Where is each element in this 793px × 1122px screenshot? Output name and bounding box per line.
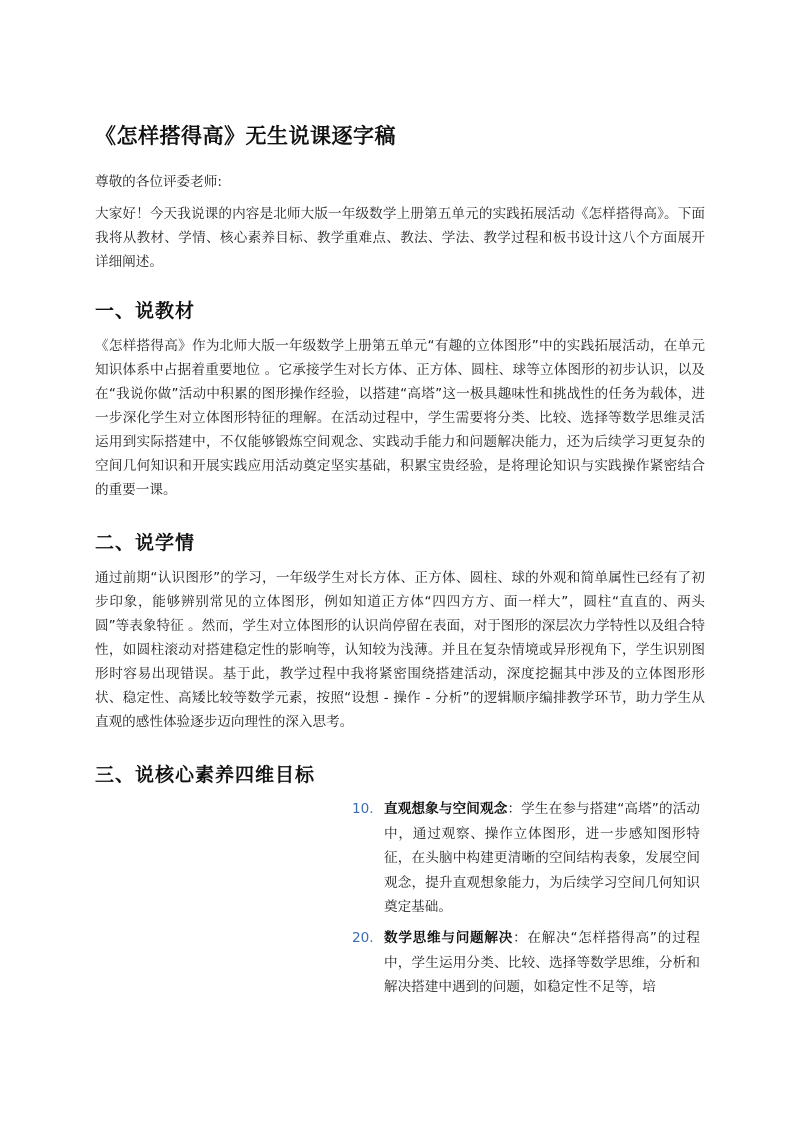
list-item-label: 直观想象与空间观念 (384, 801, 508, 817)
list-item-text (384, 797, 700, 920)
list-item-number: 20. (352, 930, 374, 946)
document-title: 《怎样搭得高》无生说课逐字稿 (95, 124, 396, 148)
section-heading-students: 二、说学情 (95, 532, 196, 554)
greeting: 尊敬的各位评委老师: (95, 174, 222, 190)
section-heading-goals: 三、说核心素养四维目标 (95, 764, 316, 786)
list-item-body: ：在解决“怎样搭得高”的过程中，学生运用分类、比较、选择等数学思维，分析和解决搭建中遇到的问题，如稳定性不足等，培 (384, 930, 701, 995)
list-item-text (384, 926, 700, 1000)
intro-paragraph: 大家好！今天我说课的内容是北师大版一年级数学上册第五单元的实践拓展活动《怎样搭得高》。下面我将从教材、学情、核心素养目标、教学重难点、教法、学法、教学过程和板书设计这八个方面展开详细阐述。 (95, 206, 705, 270)
section-heading-textbook: 一、说教材 (95, 300, 196, 322)
section-body-students: 通过前期“认识图形”的学习，一年级学生对长方体、正方体、圆柱、球的外观和简单属性已经有了初步印象，能够辨别常见的立体图形，例如知道正方体“四四方方、面一样大”，圆柱“直直的、两头圆”等表象特征 。然而，学生对立体图形的认识尚停留在表面，对于图形的深层次力学特性以及组合特性，如圆柱滚动对搭建稳定性的影响等，认知较为浅薄。并且在复杂情境或异形视角下，学生识别图形时容易出现错误。基于此，教学过程中我将紧密围绕搭建活动，深度挖掘其中涉及的立体图形形状、稳定性、高矮比较等数学元素，按照“设想 - 操作 - 分析”的逻辑顺序编排教学环节，助力学生从直观的感性体验逐步迈向理性的深入思考。 (95, 570, 705, 730)
section-body-textbook: 《怎样搭得高》作为北师大版一年级数学上册第五单元“有趣的立体图形”中的实践拓展活动，在单元知识体系中占据着重要地位 。它承接学生对长方体、正方体、圆柱、球等立体图形的初步认识，以及在“我说你做”活动中积累的图形操作经验，以搭建“高塔”这一极具趣味性和挑战性的任务为载体，进一步深化学生对立体图形特征的理解。在活动过程中，学生需要将分类、比较、选择等数学思维灵活运用到实际搭建中，不仅能够锻炼空间观念、实践动手能力和问题解决能力，还为后续学习更复杂的空间几何知识和开展实践应用活动奠定坚实基础，积累宝贵经验，是将理论知识与实践操作紧密结合的重要一课。 (95, 338, 705, 498)
list-item-body: ：学生在参与搭建“高塔”的活动中，通过观察、操作立体图形，进一步感知图形特征，在头脑中构建更清晰的空间结构表象，发展空间观念，提升直观想象能力，为后续学习空间几何知识奠定基础。 (384, 801, 701, 915)
list-item-number: 10. (352, 801, 374, 817)
list-item-label: 数学思维与问题解决 (384, 930, 514, 946)
